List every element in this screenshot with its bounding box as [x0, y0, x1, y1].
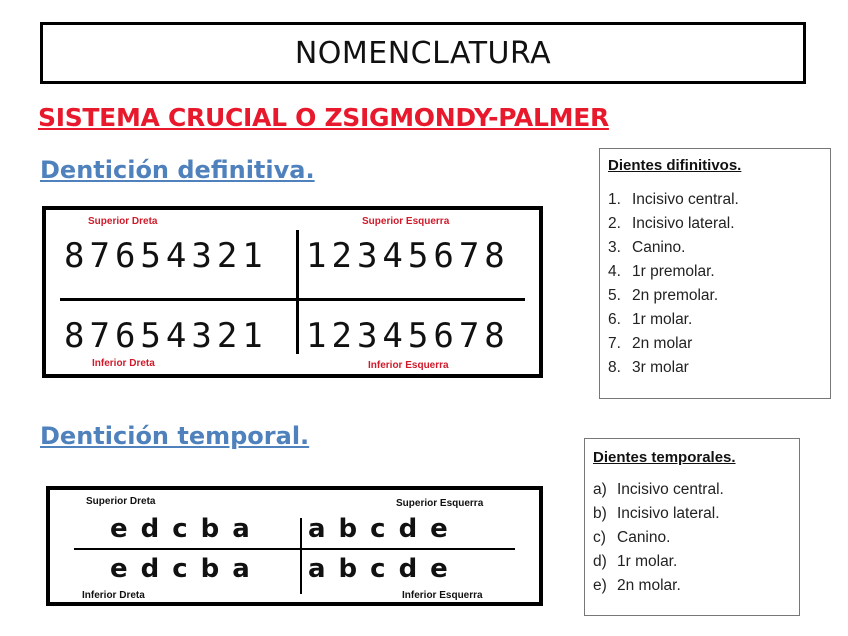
- list-item: 7. 2n molar: [608, 335, 693, 352]
- temporary-upper-left-letters: abcde: [308, 514, 461, 544]
- list-item: 1. Incisivo central.: [608, 191, 739, 208]
- temporary-heading: Dentición temporal.: [40, 422, 310, 450]
- permanent-lower-right-digits: 87654321: [64, 316, 268, 356]
- permanent-legend-list: [608, 188, 830, 380]
- list-item: c) Canino.: [593, 529, 671, 546]
- list-item: 5. 2n premolar.: [608, 287, 719, 304]
- temporary-lower-right-label: Inferior Dreta: [82, 590, 145, 601]
- permanent-heading: Dentición definitiva.: [40, 156, 315, 184]
- temporary-upper-right-letters: edcba: [110, 514, 263, 544]
- list-item: b) Incisivo lateral.: [593, 505, 720, 522]
- temporary-lower-left-letters: abcde: [308, 554, 461, 584]
- temporary-legend-list: [593, 478, 799, 598]
- temporary-dentition-chart: [46, 486, 543, 606]
- list-item: 6. 1r molar.: [608, 311, 693, 328]
- chart-horizontal-divider: [74, 548, 515, 550]
- permanent-lower-right-label: Inferior Dreta: [92, 358, 155, 369]
- chart-vertical-divider: [300, 518, 302, 594]
- list-item: e) 2n molar.: [593, 577, 681, 594]
- permanent-upper-left-label: Superior Esquerra: [362, 216, 450, 227]
- temporary-legend: [584, 438, 800, 616]
- list-item: d) 1r molar.: [593, 553, 678, 570]
- permanent-dentition-chart: [42, 206, 543, 378]
- chart-vertical-divider: [296, 230, 299, 354]
- permanent-lower-left-label: Inferior Esquerra: [368, 360, 449, 371]
- list-item: a) Incisivo central.: [593, 481, 724, 498]
- chart-horizontal-divider: [60, 298, 525, 301]
- list-item: 8. 3r molar: [608, 359, 689, 376]
- temporary-legend-heading: Dientes temporales.: [593, 449, 736, 466]
- page-title: NOMENCLATURA: [40, 22, 806, 84]
- list-item: 2. Incisivo lateral.: [608, 215, 735, 232]
- permanent-upper-left-digits: 12345678: [306, 236, 510, 276]
- permanent-upper-right-digits: 87654321: [64, 236, 268, 276]
- permanent-legend: [599, 148, 831, 399]
- list-item: 3. Canino.: [608, 239, 686, 256]
- temporary-lower-left-label: Inferior Esquerra: [402, 590, 483, 601]
- permanent-upper-right-label: Superior Dreta: [88, 216, 158, 227]
- temporary-upper-left-label: Superior Esquerra: [396, 498, 484, 509]
- temporary-upper-right-label: Superior Dreta: [86, 496, 156, 507]
- permanent-legend-heading: Dientes difinitivos.: [608, 157, 742, 174]
- temporary-lower-right-letters: edcba: [110, 554, 263, 584]
- permanent-lower-left-digits: 12345678: [306, 316, 510, 356]
- system-heading: SISTEMA CRUCIAL O ZSIGMONDY-PALMER: [38, 103, 609, 132]
- list-item: 4. 1r premolar.: [608, 263, 715, 280]
